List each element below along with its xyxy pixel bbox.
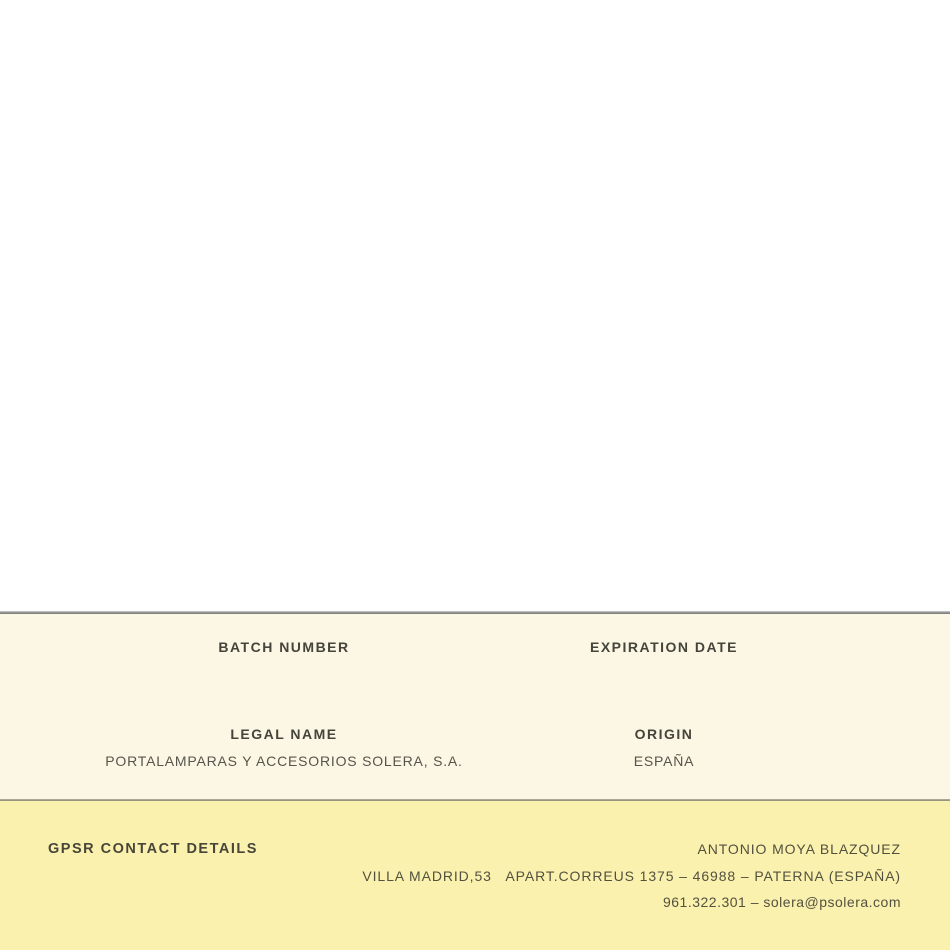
gpsr-contact-phone-email: 961.322.301 – solera@psolera.com — [662, 894, 901, 910]
legal-name-label: LEGAL NAME — [230, 726, 338, 742]
expiration-date-label: EXPIRATION DATE — [590, 639, 738, 655]
gpsr-contact-name: ANTONIO MOYA BLAZQUEZ — [697, 841, 901, 857]
gpsr-contact-panel — [0, 801, 950, 950]
product-info-panel — [0, 614, 950, 799]
legal-name-value: PORTALAMPARAS Y ACCESORIOS SOLERA, S.A. — [105, 753, 463, 769]
origin-label: ORIGIN — [634, 726, 694, 742]
batch-number-label: BATCH NUMBER — [218, 639, 350, 655]
gpsr-contact-address: VILLA MADRID,53 APART.CORREUS 1375 – 46988 – PATERNA (ESPAÑA) — [362, 868, 901, 884]
gpsr-contact-details-title: GPSR CONTACT DETAILS — [48, 841, 258, 857]
origin-value: ESPAÑA — [633, 753, 695, 769]
